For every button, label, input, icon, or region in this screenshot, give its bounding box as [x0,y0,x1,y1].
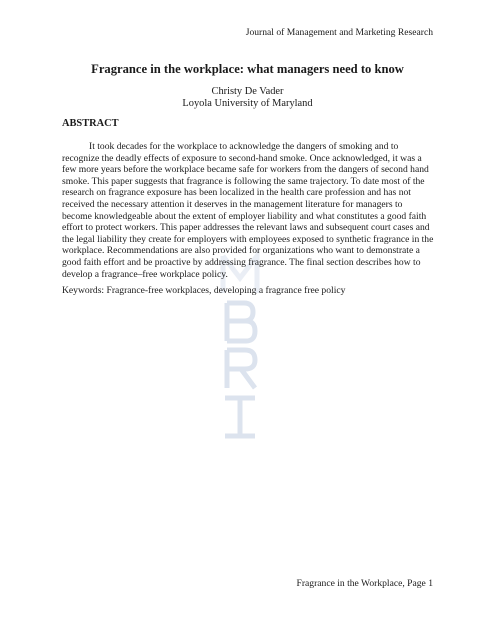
abstract-heading: ABSTRACT [62,118,119,129]
author-name: Christy De Vader [211,86,284,97]
keywords-line: Keywords: Fragrance-free workplaces, developing a fragrance free policy [62,285,346,296]
page-footer: Fragrance in the Workplace, Page 1 [296,578,433,589]
abstract-body: It took decades for the workplace to acknowledge the dangers of smoking and to recognize the deadly effects of exposure to second-hand smoke. Once acknowledged, it was a few more years before the workplace became safe for workers from the dangers of second hand smoke. This paper suggests that fragrance is following the same trajectory. To date most of the research on fragrance exposure has been localized in the health care profession and has not received the necessary attention it deserves in the management literature for managers to become knowledgeable about the extent of employer liability and what constitutes a good faith effort to protect workers. This paper addresses the relevant laws and subsequent court cases and the legal liability they create for employers with employees exposed to synthetic fragrance in the workplace. Recommendations are also provided for organizations who want to demonstrate a good faith effort and be proactive by addressing fragrance. The final section describes how to develop a fragrance–free workplace policy. [62,141,434,280]
author-affiliation: Loyola University of Maryland [182,98,313,109]
paper-title: Fragrance in the workplace: what managers need to know [91,62,404,76]
running-header-journal-name: Journal of Management and Marketing Research [245,27,433,38]
